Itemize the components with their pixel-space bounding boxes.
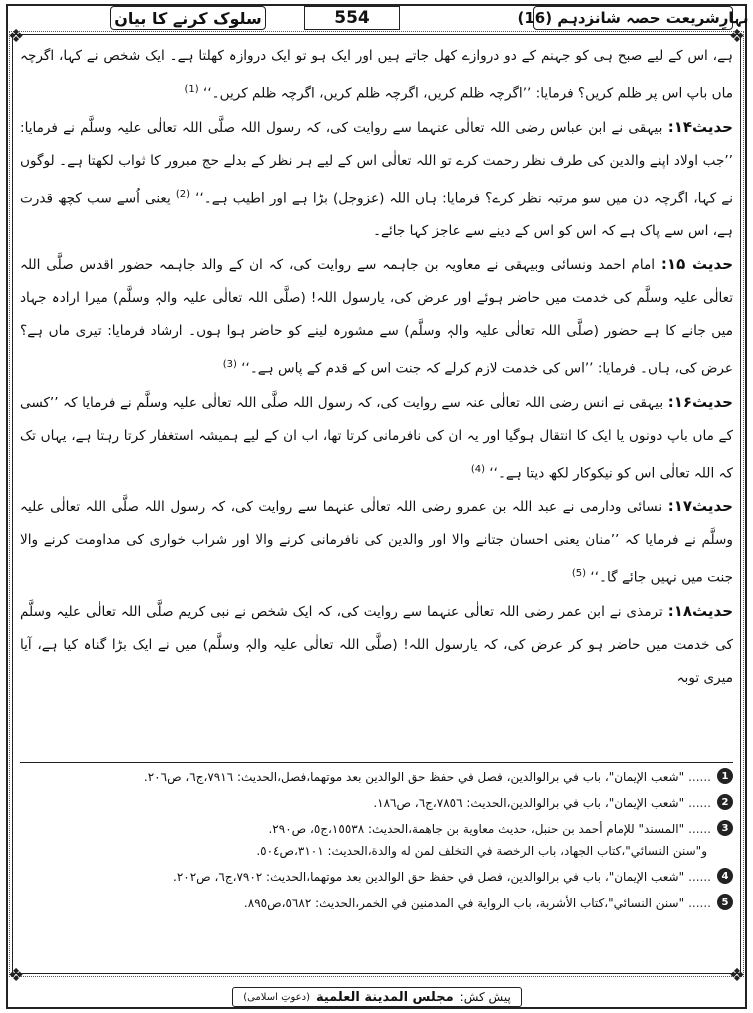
footnote-3-continued	[20, 842, 733, 861]
footnote-leader: ......	[688, 796, 711, 810]
footnote-text: "المسند" للإمام أحمد بن حنبل، حديث معاوية بن جاهمة،الحديث: ١٥٥٣٨،ج٥، ص٢٩٠.	[268, 822, 685, 836]
paragraph-text: ہے، اس کے لیے صبح ہی کو جہنم کے دو دروازے کھل جاتے ہیں اور ایک ہو تو ایک دروازہ کھلتا ہے۔ ایک شخص نے کہا، اگرچہ ماں باپ اس پر ظلم کریں؟ فرمایا: ’’اگرچہ ظلم کریں، اگرچہ ظلم کریں، اگرچہ ظلم کریں۔‘‘	[20, 48, 733, 102]
paragraph	[20, 40, 733, 111]
footnote-text: "شعب الإيمان"، باب في برالوالدين،الحديث: ٧٨٥٦،ج٦، ص١٨٦.	[373, 796, 685, 810]
hadith-commentary: یعنی اُسے سب کچھ قدرت ہے، اس سے پاک ہے کہ اس کو اس کے دینے سے عاجز کہا جائے۔	[20, 190, 733, 240]
footnote-number: 3	[717, 820, 733, 836]
footnote-leader: ......	[688, 770, 711, 784]
hadith-heading: حدیث۱۴:	[667, 117, 733, 136]
footnotes	[20, 768, 733, 920]
hadith-heading: حدیث۱۶:	[667, 392, 733, 411]
hadith-14	[20, 111, 733, 249]
footnote-number: 5	[717, 894, 733, 910]
corner-ornament-icon: ❖	[8, 965, 25, 986]
main-text	[20, 40, 733, 695]
chapter-title: سلوک کرنے کا بیان	[110, 6, 266, 30]
footnote-ref: (3)	[222, 359, 237, 371]
footnote-ref: (2)	[175, 188, 191, 200]
hadith-heading: حدیث ۱۵:	[660, 255, 733, 274]
page-number: 554	[304, 6, 400, 30]
page-header	[12, 6, 749, 32]
hadith-text: بیہقی نے ابن عباس رضی اللہ تعالٰی عنہما سے روایت کی، کہ رسول اللہ صلَّی اللہ تعالٰی علیہ وسلَّم نے فرمایا: ’’جب اولاد اپنے والدین کی طرف نظر رحمت کرے تو اللہ تعالٰی اس کے لیے ہر نظر کے بدلے حج مبرور کا ثواب لکھتا ہے۔ لوگوں نے کہا، اگرچہ دن میں سو مرتبہ نظر کرے؟ فرمایا: ہاں اللہ (عزوجل) بڑا ہے اور اطیب ہے۔‘‘	[20, 119, 733, 207]
footnote-leader: ......	[688, 896, 711, 910]
footnote-text: "شعب الإيمان"، باب في برالوالدين، فصل في حفظ حق الوالدين بعد موتهما،فصل،الحديث: ٧٩١٦،ج٦، ص٢٠٦.	[143, 770, 685, 784]
footnote-number: 4	[717, 868, 733, 884]
corner-ornament-icon: ❖	[728, 965, 745, 986]
hadith-text: بیہقی نے انس رضی اللہ تعالٰی عنہ سے روایت کی، کہ رسول اللہ صلَّی اللہ تعالٰی علیہ وسلَّم نے فرمایا کہ ’’کسی کے ماں باپ دونوں یا ایک کا انتقال ہوگیا اور یہ ان کی نافرمانی کرتا تھا، اب ان کے لیے ہمیشہ استغفار کرتا رہتا ہے، یہاں تک کہ اللہ تعالٰی اس کو نیکوکار لکھ دیتا ہے۔‘‘	[20, 394, 733, 482]
footnote-ref: (1)	[184, 84, 199, 95]
footnote-1	[20, 768, 733, 787]
footnote-3	[20, 820, 733, 839]
footnote-ref: (5)	[571, 568, 587, 580]
page-footer	[232, 987, 522, 1007]
footnote-4	[20, 868, 733, 887]
hadith-text: ترمذی نے ابن عمر رضی اللہ تعالٰی عنہما سے روایت کی، کہ ایک شخص نے نبی کریم صلَّی اللہ تعالٰی علیہ وسلَّم کی خدمت میں حاضر ہو کر عرض کی، کہ یارسول اللہ! (صلَّی اللہ تعالٰی علیہ والہٖ وسلَّم) میں نے ایک بڑا گناہ کیا ہے، آیا میری توبہ	[20, 603, 733, 686]
hadith-18	[20, 595, 733, 695]
hadith-heading: حدیث۱۷:	[667, 497, 733, 516]
hadith-16	[20, 386, 733, 491]
footnote-2	[20, 794, 733, 813]
footnote-text: "شعب الإيمان"، باب في برالوالدين، فصل في حفظ حق الوالدين بعد موتهما،الحديث: ٧٩٠٢،ج٦، ص٢٠٢.	[173, 870, 685, 884]
footnote-separator	[20, 762, 733, 763]
footnote-text: و"سنن النسائي"،كتاب الجهاد، باب الرخصة في التخلف لمن له والدة،الحديث: ٣١٠١،ص٥٠٤.	[256, 844, 707, 858]
footnote-leader: ......	[688, 870, 711, 884]
hadith-text: امام احمد ونسائی وبیہقی نے معاویہ بن جاہمہ سے روایت کی، کہ ان کے والد جاہمہ حضور اقدس صلَّی اللہ تعالٰی علیہ وسلَّم کی خدمت میں حاضر ہوئے اور عرض کی، یارسول اللہ! (صلَّی اللہ تعالٰی علیہ والہٖ وسلَّم) میرا ارادہ جہاد میں جانے کا ہے حضور (صلَّی اللہ تعالٰی علیہ والہٖ وسلَّم) سے مشورہ لینے کو حاضر ہوا ہوں۔ ارشاد فرمایا: تیری ماں ہے؟ عرض کی، ہاں۔ فرمایا: ’’اس کی خدمت لازم کرلے کہ جنت اس کے قدم کے پاس ہے۔‘‘	[20, 257, 733, 377]
hadith-text: نسائی ودارمی نے عبد اللہ بن عمرو رضی اللہ تعالٰی عنہما سے روایت کی، کہ رسول اللہ صلَّی اللہ تعالٰی علیہ وسلَّم نے فرمایا کہ ’’منان یعنی احسان جتانے والا اور والدین کی نافرمانی کرنے والا اور شراب خواری کی مداومت کرنے والا جنت میں نہیں جائے گا۔‘‘	[20, 499, 733, 586]
hadith-15	[20, 248, 733, 386]
footnote-number: 2	[717, 794, 733, 810]
footer-organization: مجلس المدينة العلمية	[315, 989, 454, 1005]
book-title: بہارِشریعت حصہ شانزدہم (16)	[533, 6, 733, 30]
footer-tag: (دعوتِ اسلامی)	[243, 991, 310, 1003]
hadith-17	[20, 490, 733, 595]
corner-ornament-icon: ❖	[8, 26, 25, 47]
footnote-5	[20, 894, 733, 913]
hadith-heading: حدیث۱۸:	[667, 601, 734, 620]
footnote-text: "سنن النسائي"،كتاب الأشربة، باب الرواية في المدمنين في الخمر،الحديث: ٥٦٨٢،ص٨٩٥.	[243, 896, 685, 910]
footnote-ref: (4)	[470, 463, 485, 475]
footer-prefix: پیش کش:	[459, 990, 511, 1004]
footnote-leader: ......	[688, 822, 711, 836]
footnote-number: 1	[717, 768, 733, 784]
corner-ornament-icon: ❖	[728, 26, 745, 47]
